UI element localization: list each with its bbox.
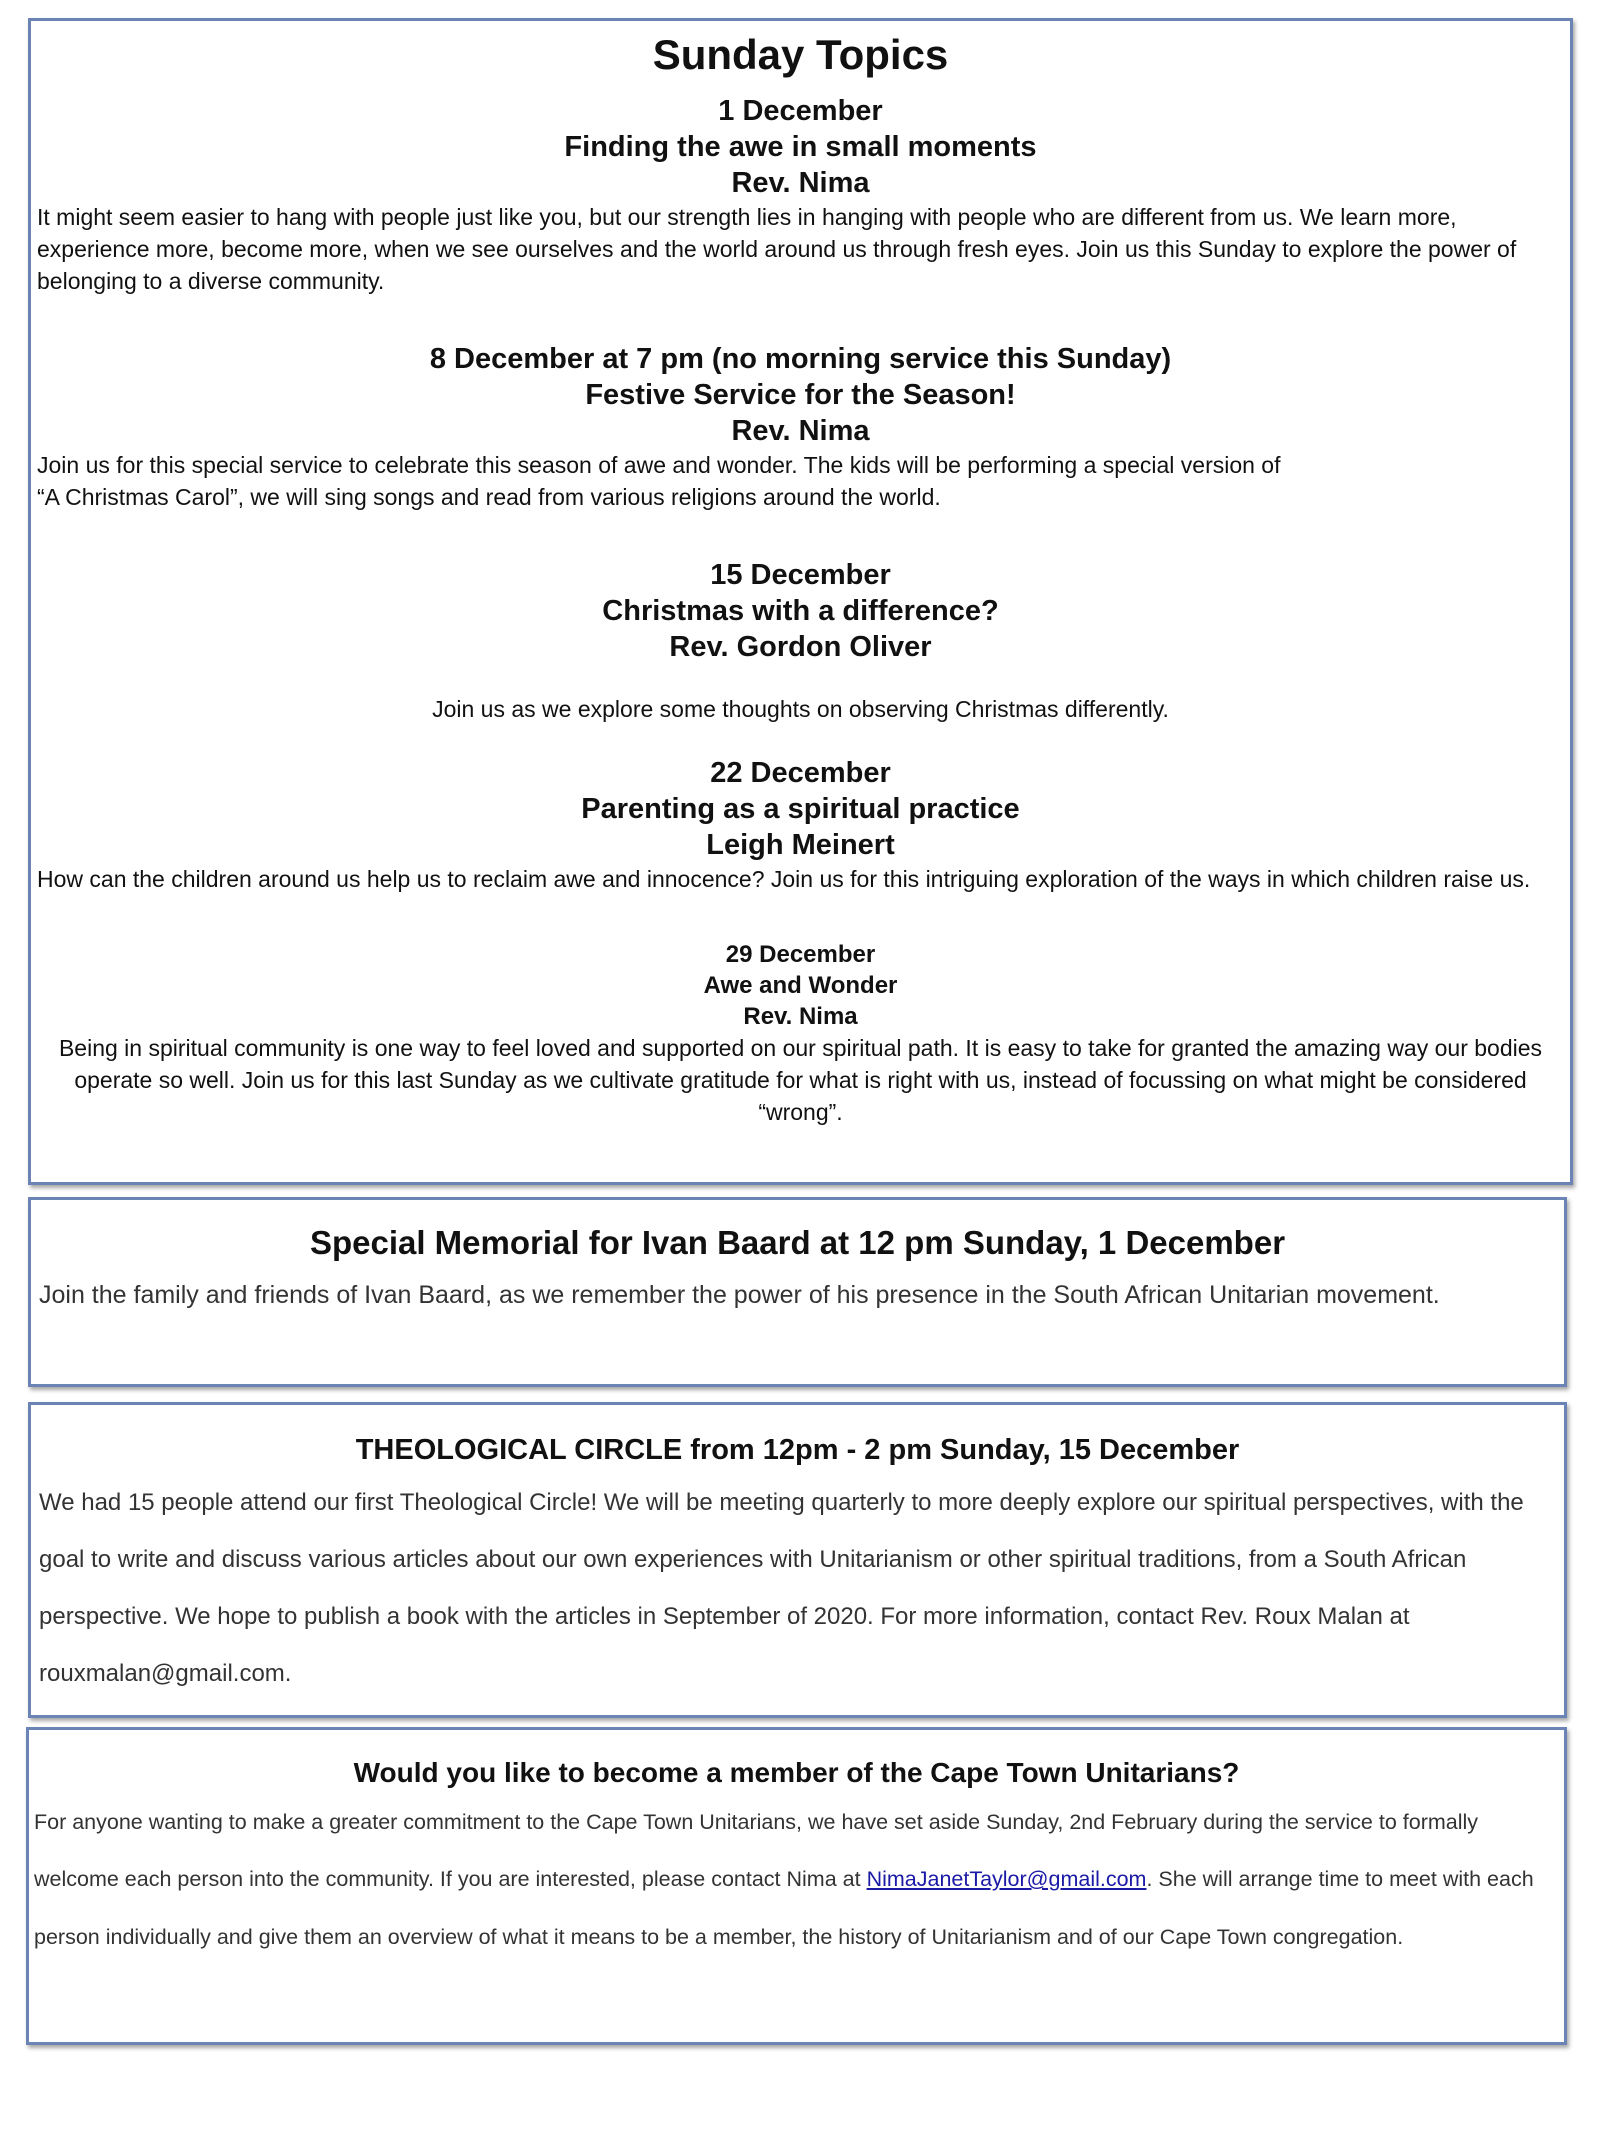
event-topic: Parenting as a spiritual practice [581, 793, 1020, 826]
event-8-december [31, 341, 1570, 513]
memorial-box [28, 1197, 1567, 1387]
theological-circle-box [28, 1402, 1567, 1718]
event-date: 15 December [710, 559, 891, 592]
membership-body-after-email: . She will arrange time to meet with each person individually and give them an overview of what it means to be a member, the history of Unitarianism and of our Cape Town congregation. [34, 1867, 1534, 1949]
sunday-topics-title: Sunday Topics [652, 31, 949, 78]
event-topic: Finding the awe in small moments [564, 131, 1037, 164]
event-description: Being in spiritual community is one way to feel loved and supported on our spiritual path. It is easy to take for granted the amazing way our bodies operate so well. Join us for this last Sunday as we cultivate gratitude for what is right with us, instead of focussing on what might be considered “wrong”. [58, 1035, 1543, 1126]
event-topic: Festive Service for the Season! [585, 379, 1016, 412]
event-topic: Christmas with a difference? [602, 595, 999, 628]
event-date: 1 December [718, 95, 883, 128]
event-date: 29 December [725, 941, 876, 969]
membership-email-link[interactable]: NimaJanetTaylor@gmail.com [866, 1867, 1147, 1892]
event-1-december [31, 93, 1570, 297]
event-speaker: Rev. Nima [743, 1003, 858, 1031]
memorial-body: Join the family and friends of Ivan Baard, as we remember the power of his presence in the South African Unitarian movement. [39, 1280, 1440, 1309]
event-topic: Awe and Wonder [703, 972, 898, 1000]
event-speaker: Leigh Meinert [706, 829, 895, 862]
event-description-line-2: “A Christmas Carol”, we will sing songs and read from various religions around the world. [37, 484, 941, 511]
membership-body-before-email: For anyone wanting to make a greater commitment to the Cape Town Unitarians, we have set aside Sunday, 2nd February during the service to formally welcome each person into the community. If you are interested, please contact Nima at [34, 1809, 1479, 1892]
event-date: 22 December [710, 757, 891, 790]
membership-title: Would you like to become a member of the Cape Town Unitarians? [353, 1757, 1240, 1788]
event-description: It might seem easier to hang with people just like you, but our strength lies in hanging with people who are different from us. We learn more, experience more, become more, when we see ourselves and the world around us through fresh eyes. Join us this Sunday to explore the power of belonging to a diverse community. [37, 204, 1517, 295]
event-description: Join us as we explore some thoughts on observing Christmas differently. [432, 696, 1169, 723]
membership-body [29, 1794, 1564, 1967]
memorial-title: Special Memorial for Ivan Baard at 12 pm Sunday, 1 December [309, 1224, 1286, 1261]
event-speaker: Rev. Gordon Oliver [669, 631, 932, 664]
event-speaker: Rev. Nima [731, 167, 870, 200]
event-date: 8 December at 7 pm (no morning service this Sunday) [429, 343, 1172, 376]
event-22-december [31, 755, 1570, 895]
sunday-topics-box [28, 18, 1573, 1185]
theological-circle-body: We had 15 people attend our first Theological Circle! We will be meeting quarterly to more deeply explore our spiritual perspectives, with the goal to write and discuss various articles about our own experiences with Unitarianism or other spiritual traditions, from a South African perspective. We hope to publish a book with the articles in September of 2020. For more information, contact Rev. Roux Malan at rouxmalan@gmail.com. [39, 1488, 1524, 1687]
event-description: How can the children around us help us to reclaim awe and innocence? Join us for this intriguing exploration of the ways in which children raise us. [37, 866, 1531, 893]
event-speaker: Rev. Nima [731, 415, 870, 448]
event-29-december [31, 939, 1570, 1128]
event-description-line-1: Join us for this special service to celebrate this season of awe and wonder. The kids will be performing a special version of [37, 452, 1281, 479]
event-15-december [31, 557, 1570, 725]
membership-box [26, 1727, 1567, 2045]
theological-circle-title: THEOLOGICAL CIRCLE from 12pm - 2 pm Sunday, 15 December [355, 1434, 1240, 1466]
